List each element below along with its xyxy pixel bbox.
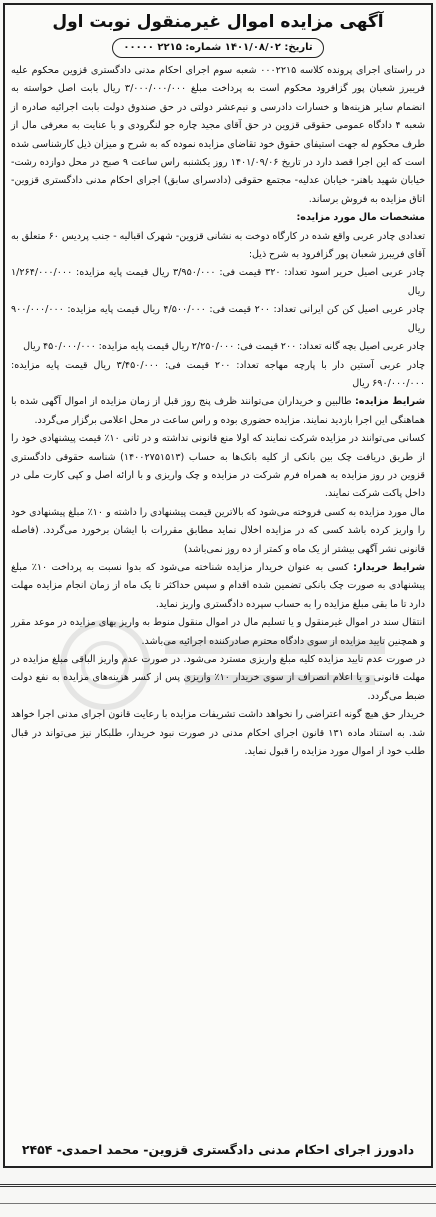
item-2: چادر عربی اصیل کن کن ایرانی تعداد: ۲۰۰ قیمت فی: ۴/۵۰۰/۰۰۰ ریال قیمت پایه مزایده: ۹۰۰/۰۰۰/۰۰۰ ریال <box>11 304 425 334</box>
date-row <box>5 38 431 58</box>
participation-paragraph: کسانی می‌توانند در مزایده شرکت نمایند که اولا منع قانونی نداشته و در ثانی ۱۰٪ قیمت پیشنهادی خود را از طریق دریافت چک بین بانکی از کلیه بانک‌ها به حساب (۱۴۰۰۲۷۵۱۵۱۳) شناسه حقوقی دادگستری قزوین در روز مزایده به همراه فرم شرکت در مزایده و چک واریزی و با ارائه اصل و کپی کارت ملی در داخل پاکت شرکت نمایند. <box>11 433 426 500</box>
spec-paragraph: تعدادی چادر عربی واقع شده در کارگاه دوخت به نشانی قزوین- شهرک اقبالیه - جنب پردیس ۶۰ متعلق به آقای فریبرز شعبان پور گزافرود به شرح ذیل: <box>11 230 426 261</box>
ad-title: آگهی مزایده اموال غیرمنقول نوبت اول <box>52 12 384 32</box>
spec-heading: مشخصات مال مورد مزایده: <box>296 212 425 224</box>
buyer-paragraph <box>11 559 425 614</box>
ad-frame <box>3 3 433 1168</box>
item-3: چادر عربی اصیل بچه گانه تعداد: ۲۰۰ قیمت فی: ۲/۲۵۰/۰۰۰ ریال قیمت پایه مزایده: ۴۵۰/۰۰۰/۰۰۰ ریال <box>23 341 425 353</box>
buyer-lead: شرایط خریدار: <box>353 561 425 573</box>
ad-body <box>5 62 431 761</box>
signature-line: دادورز اجرای احکام مدنی دادگستری قزوین- محمد احمدی- ۲۴۵۴ <box>21 1142 415 1157</box>
bottom-double-rule <box>0 1184 436 1187</box>
intro-paragraph: در راستای اجرای پرونده کلاسه ۰۰۰۲۲۱۵ شعبه سوم اجرای احکام مدنی دادگستری قزوین محکوم علیه فریبرز شعبان پور گزافرود محکوم است به پرداخت مبلغ ۳/۰۰۰/۰۰۰/۰۰۰ ریال بابت اصل خواسته به انضمام سایر هزینه‌ها و خسارات دادرسی و نیم‌عشر دولتی در حق صندوق دولت بابت اجرائیه صادره از شعبه ۴ دادگاه عمومی حقوقی قزوین در حق آقای مجید چاره جو لنگرودی و با عنایت به معرفی مال از طرف محکوم له جهت استیفای حقوق خود تقاضای مزایده نموده که به شرح و میزان ذیل کارشناسی شده است که این اجرا قصد دارد در تاریخ ۱۴۰۱/۰۹/۰۶ روز یکشنبه راس ساعت ۹ صبح در محل دوازده رشت- خیابان شهید باهنر- خیابان عدلیه- مجتمع حقوقی (دادسرای سابق) اجرای احکام مدنی دادگستری قزوین- اتاق مزایده به فروش برساند. <box>11 65 425 205</box>
conditions-lead: شرایط مزایده: <box>354 396 425 408</box>
bottom-thin-rule <box>0 1203 436 1204</box>
objection-paragraph: خریدار حق هیچ گونه اعتراضی را نخواهد داشت تشریفات مزایده با رعایت قانون اجرای مدنی اجرا خواهد شد. به استناد ماده ۱۳۱ قانون اجرای احکام مدنی در صورت نبود خریدار، طلبکار نیز می‌تواند در قبال طلب خود از اموال مورد مزایده را قبول نماید. <box>11 709 425 758</box>
transfer-paragraph: انتقال سند در اموال غیرمنقول و یا تسلیم مال در اموال منقول منوط به واریز بهای مزایده در موعد مقرر و همچنین تایید مزایده از سوی دادگاه محترم صادرکننده اجرائیه می‌باشد. <box>11 617 425 647</box>
conditions-text: طالبین و خریداران می‌توانند ظرف پنج روز قبل از زمان مزایده از اموال آگهی شده با هماهنگی این اجرا بازدید نمایند. مزایده حضوری بوده و راس ساعت در محل اعلامی برگزار می‌گردد. <box>11 396 425 426</box>
item-1: چادر عربی اصیل حریر اسود تعداد: ۳۲۰ قیمت فی: ۳/۹۵۰/۰۰۰ ریال قیمت پایه مزایده: ۱/۲۶۴/۰۰۰/۰۰۰ ریال <box>11 267 425 297</box>
winner-paragraph: مال مورد مزایده به کسی فروخته می‌شود که بالاترین قیمت پیشنهادی را داشته و ۱۰٪ مبلغ پیشنهادی خود را واریز کرده باشد کسی که در مزایده اخلال نماید مطابق مقررات با ایشان برخورد می‌گردد. (فاصله قانونی نشر آگهی بیشتر از یک ماه و کمتر از ده روز نمی‌باشد) <box>11 506 425 555</box>
conditions-paragraph <box>11 393 425 430</box>
refund-paragraph: در صورت عدم تایید مزایده کلیه مبلغ واریزی مسترد می‌شود. در صورت عدم واریز الباقی مبلغ مزایده در مهلت قانونی و یا اعلام انصراف از سوی خریدار ۱۰٪ واریزی پس از کسر هزینه‌های مزایده به نفع دولت ضبط می‌گردد. <box>11 654 426 702</box>
date-and-number: تاریخ: ۱۴۰۱/۰۸/۰۲ شماره: ۲۲۱۵ ۰۰۰۰۰ <box>112 38 323 58</box>
buyer-text: کسی به عنوان خریدار مزایده شناخته می‌شود که بدوا نسبت به پرداخت ۱۰٪ مبلغ پیشنهادی به صورت چک بانکی تضمین شده اقدام و سپس حداکثر تا یک ماه از زمان انجام مزایده مهلت دارد تا ما بقی مبلغ مزایده را به حساب سپرده دادگستری واریز نماید. <box>11 561 425 610</box>
item-4: چادر عربی آستین دار با پارچه مهاجه تعداد: ۲۰۰ قیمت فی: ۳/۴۵۰/۰۰۰ ریال قیمت پایه مزایده: ۶۹۰/۰۰۰/۰۰۰ ریال <box>11 359 425 389</box>
